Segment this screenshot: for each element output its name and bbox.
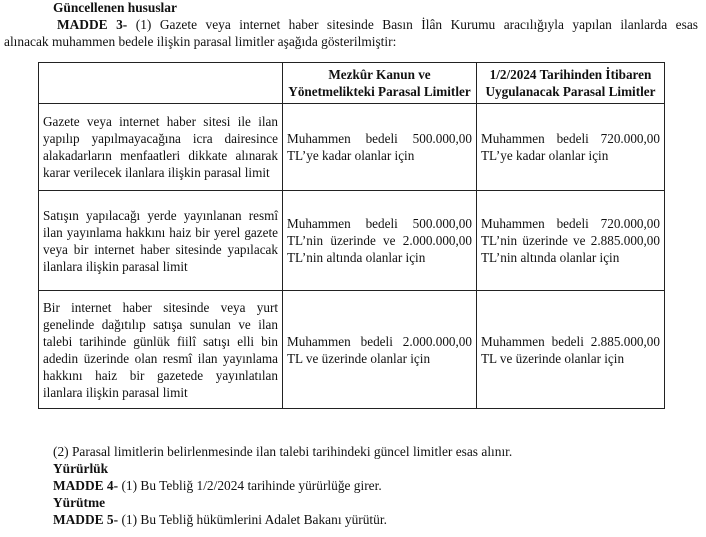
row-old-limit: Muhammen bedeli 500.000,00 TL’nin üzerinde ve 2.000.000,00 TL’nin altında olanlar için: [283, 191, 477, 291]
article-5-lead: MADDE 5-: [53, 512, 119, 527]
table-row: [39, 291, 665, 409]
table-row: [39, 191, 665, 291]
article-3-text-line2: alınacak muhammen bedele ilişkin parasal limitler aşağıda gösterilmiştir:: [4, 34, 397, 49]
article-4-text: (1) Bu Tebliğ 1/2/2024 tarihinde yürürlüğe girer.: [118, 478, 382, 493]
row-new-limit: Muhammen bedeli 720.000,00 TL’ye kadar olanlar için: [477, 104, 665, 191]
section-title: Güncellenen hususlar: [53, 0, 177, 15]
row-description: Gazete veya internet haber sitesi ile ilan yapılıp yapılmayacağına icra dairesince alakadarların menfaatleri dikkate alınarak karar verilecek ilanlara ilişkin parasal limit: [39, 104, 283, 191]
article-5-text: (1) Bu Tebliğ hükümlerini Adalet Bakanı yürütür.: [118, 512, 387, 527]
article-3-text-line1: (1) Gazete veya internet haber sitesinde Basın İlân Kurumu aracılığıyla yapılan ilanlarda esas: [127, 17, 698, 32]
table-row: [39, 104, 665, 191]
article-3-lead: MADDE 3-: [57, 17, 128, 32]
article-4-lead: MADDE 4-: [53, 478, 119, 493]
row-old-limit: Muhammen bedeli 2.000.000,00 TL ve üzerinde olanlar için: [283, 291, 477, 409]
article-4-paragraph: [0, 477, 706, 494]
header-old-limits: Mezkûr Kanun ve Yönetmelikteki Parasal Limitler: [283, 63, 477, 104]
article-3-paragraph: [0, 16, 706, 33]
yururluk-heading: Yürürlük: [53, 461, 109, 476]
row-description: Satışın yapılacağı yerde yayınlanan resmî ilan yayınlama hakkını haiz bir yerel gazete veya bir internet haber sitesinde yapılacak ilanlara ilişkin parasal limit: [39, 191, 283, 291]
row-new-limit: Muhammen bedeli 2.885.000,00 TL ve üzerinde olanlar için: [477, 291, 665, 409]
row-new-limit: Muhammen bedeli 720.000,00 TL’nin üzerinde ve 2.885.000,00 TL’nin altında olanlar için: [477, 191, 665, 291]
limits-table: [38, 62, 665, 409]
closing-section: [0, 443, 706, 528]
row-old-limit: Muhammen bedeli 500.000,00 TL’ye kadar olanlar için: [283, 104, 477, 191]
paragraph-2: (2) Parasal limitlerin belirlenmesinde ilan talebi tarihindeki güncel limitler esas alınır.: [53, 444, 513, 459]
table-header-row: [39, 63, 665, 104]
header-new-limits: 1/2/2024 Tarihinden İtibaren Uygulanacak Parasal Limitler: [477, 63, 665, 104]
document: [0, 0, 706, 50]
row-description: Bir internet haber sitesinde veya yurt genelinde dağıtılıp satışa sunulan ve ilan talebi tarihinde günlük fiilî satışı elli bin adedin üzerinde olan resmî ilan yayınlama hakkını haiz bir gazetede yayınlatılan ilanlara ilişkin parasal limit: [39, 291, 283, 409]
header-empty-cell: [39, 63, 283, 104]
article-5-paragraph: [0, 511, 706, 528]
yurutme-heading: Yürütme: [53, 495, 106, 510]
